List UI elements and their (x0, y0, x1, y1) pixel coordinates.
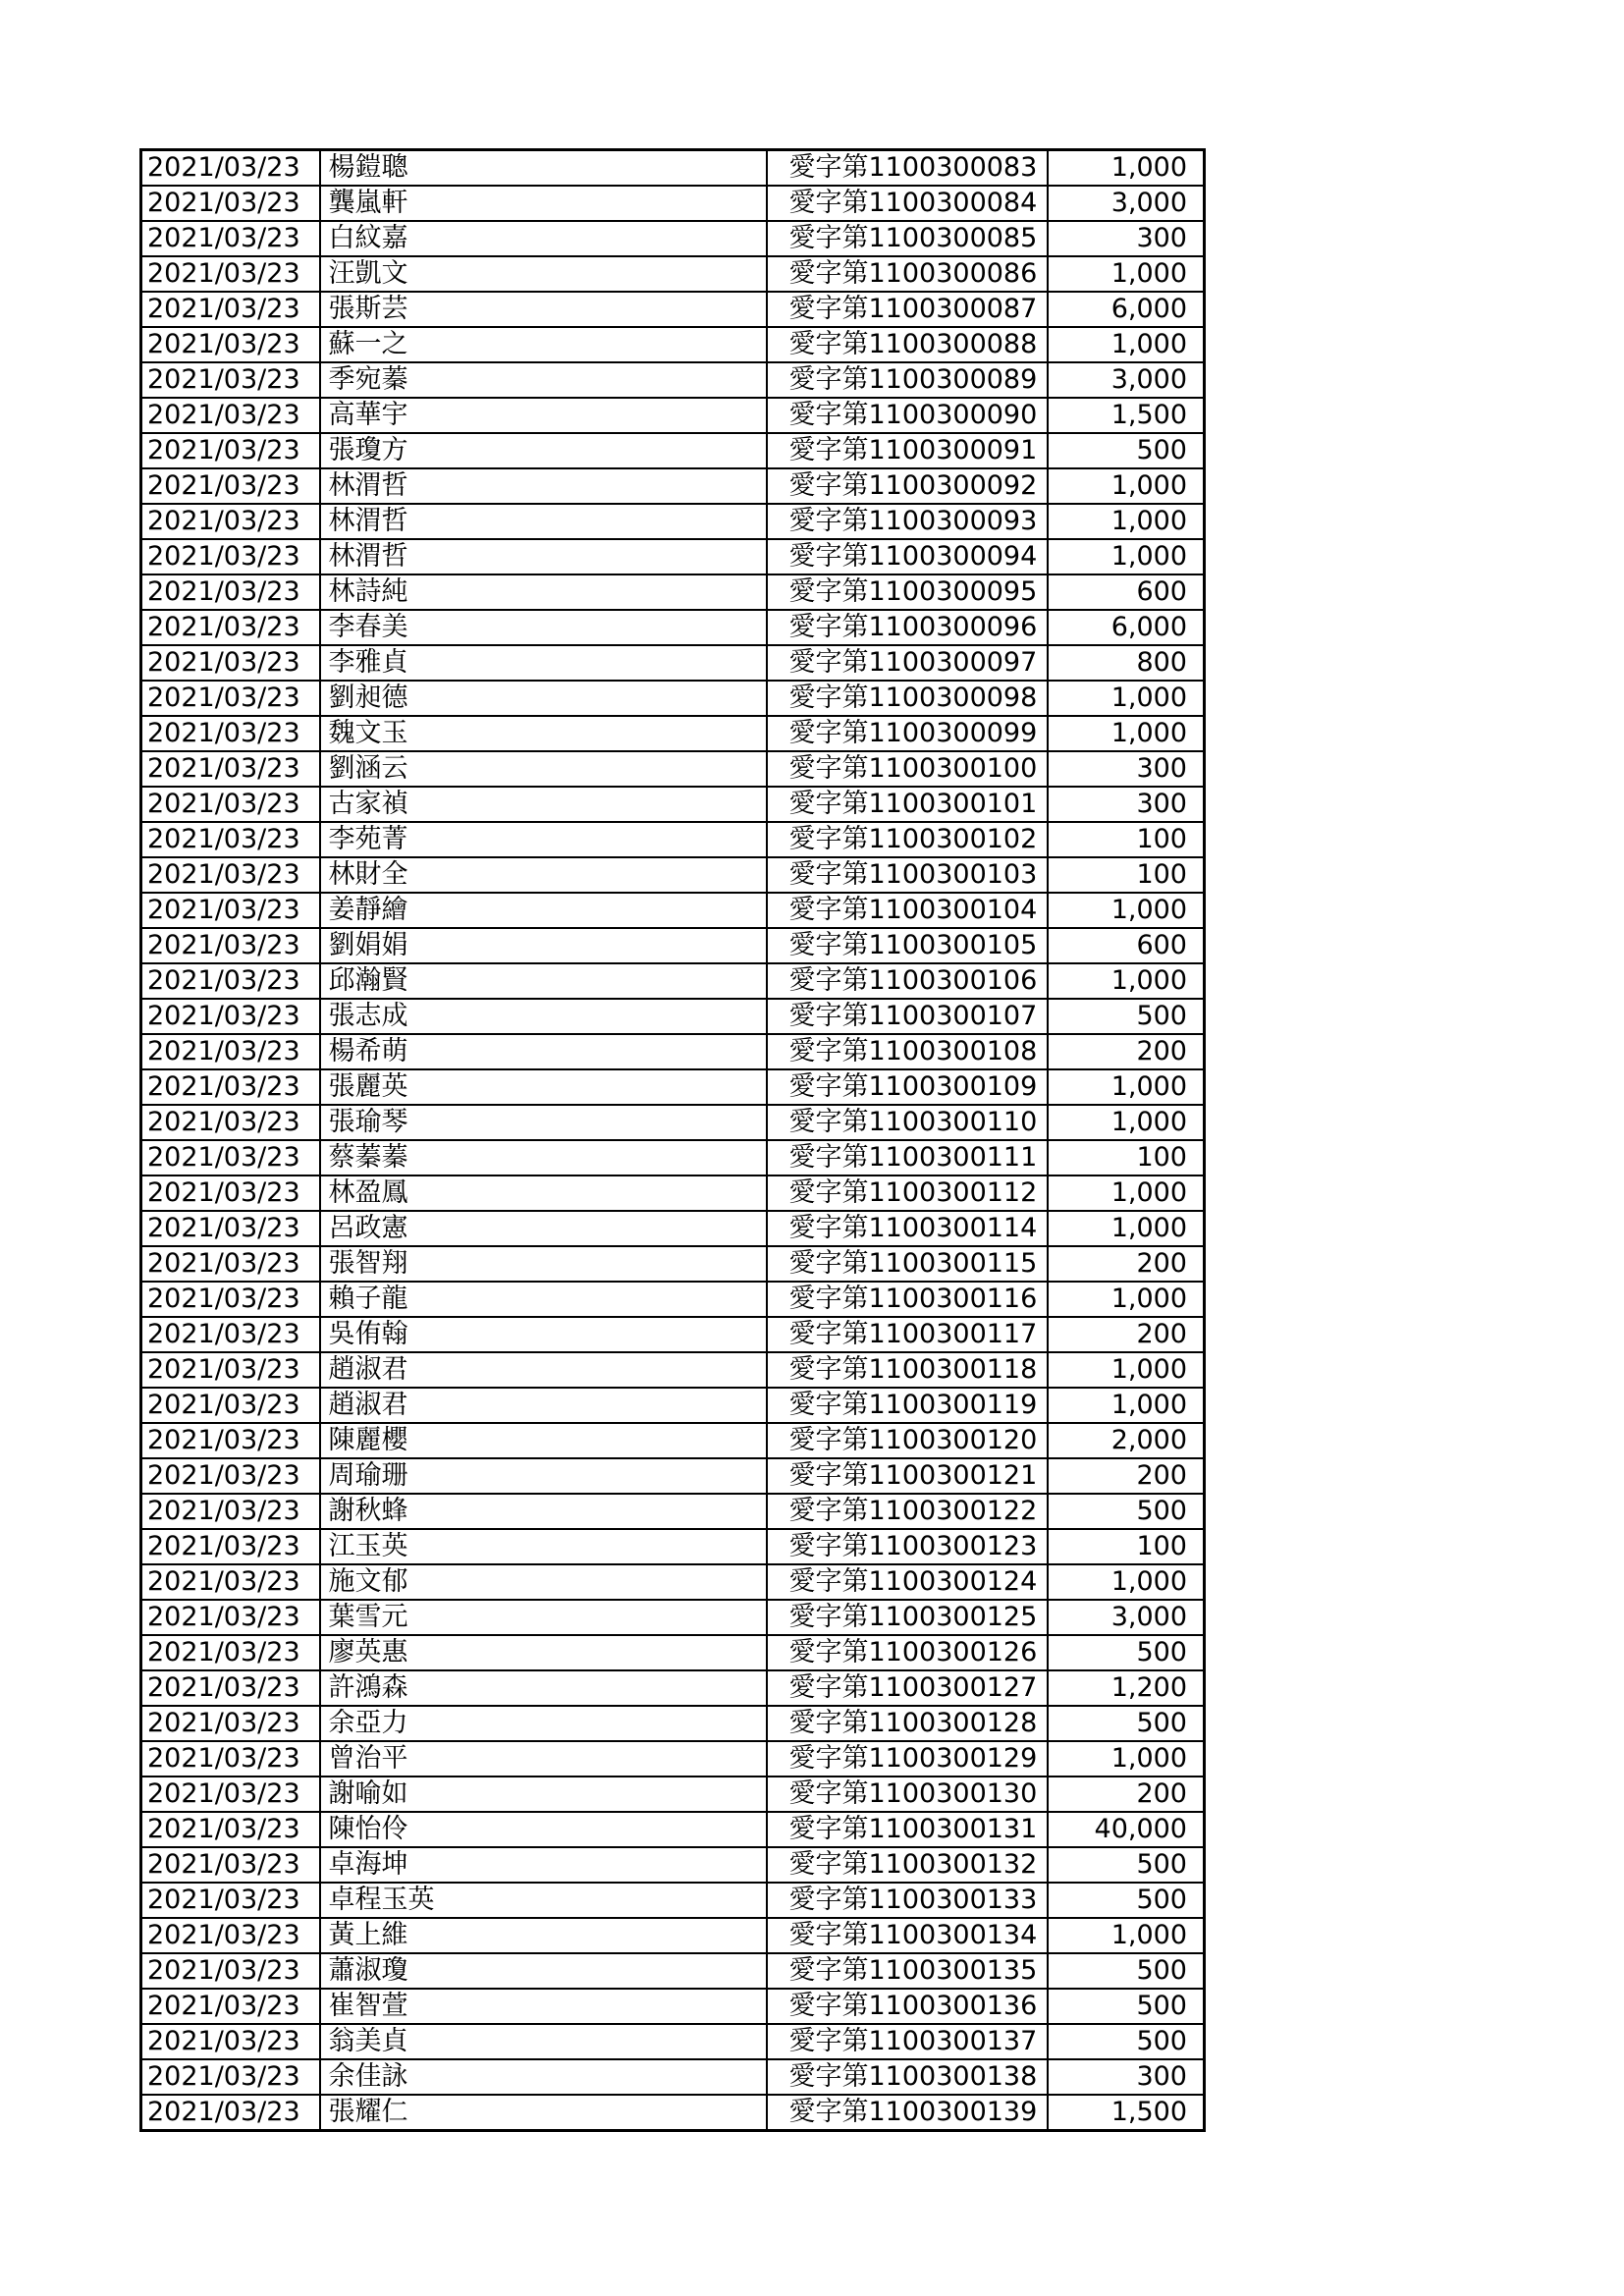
donor-name-cell: 趙淑君 (320, 1388, 767, 1423)
donor-name-cell: 謝喻如 (320, 1777, 767, 1812)
table-row (141, 221, 1205, 256)
receipt-number-cell: 愛字第1100300133 (767, 1883, 1048, 1918)
date-cell: 2021/03/23 (141, 362, 320, 398)
receipt-number-cell: 愛字第1100300128 (767, 1706, 1048, 1741)
date-cell: 2021/03/23 (141, 433, 320, 468)
donor-name-cell: 陳怡伶 (320, 1812, 767, 1847)
amount-cell: 1,000 (1048, 1282, 1205, 1317)
date-cell: 2021/03/23 (141, 221, 320, 256)
donor-name-cell: 張耀仁 (320, 2095, 767, 2131)
amount-cell: 1,000 (1048, 1918, 1205, 1953)
donor-name-cell: 曾治平 (320, 1741, 767, 1777)
date-cell: 2021/03/23 (141, 574, 320, 610)
donor-name-cell: 趙淑君 (320, 1352, 767, 1388)
receipt-number-cell: 愛字第1100300086 (767, 256, 1048, 292)
amount-cell: 500 (1048, 1989, 1205, 2024)
date-cell: 2021/03/23 (141, 751, 320, 787)
receipt-number-cell: 愛字第1100300123 (767, 1529, 1048, 1564)
donor-name-cell: 邱瀚賢 (320, 963, 767, 999)
amount-cell: 1,000 (1048, 1069, 1205, 1105)
donor-name-cell: 葉雪元 (320, 1600, 767, 1635)
receipt-number-cell: 愛字第1100300105 (767, 928, 1048, 963)
date-cell: 2021/03/23 (141, 928, 320, 963)
date-cell: 2021/03/23 (141, 1989, 320, 2024)
table-row (141, 787, 1205, 822)
receipt-number-cell: 愛字第1100300127 (767, 1670, 1048, 1706)
table-row (141, 1883, 1205, 1918)
date-cell: 2021/03/23 (141, 1564, 320, 1600)
receipt-number-cell: 愛字第1100300096 (767, 610, 1048, 645)
donor-name-cell: 白紋嘉 (320, 221, 767, 256)
table-row (141, 716, 1205, 751)
date-cell: 2021/03/23 (141, 1777, 320, 1812)
donor-name-cell: 林渭哲 (320, 504, 767, 539)
date-cell: 2021/03/23 (141, 610, 320, 645)
amount-cell: 500 (1048, 1706, 1205, 1741)
amount-cell: 1,000 (1048, 681, 1205, 716)
amount-cell: 800 (1048, 645, 1205, 681)
amount-cell: 1,000 (1048, 1105, 1205, 1140)
receipt-number-cell: 愛字第1100300136 (767, 1989, 1048, 2024)
receipt-number-cell: 愛字第1100300130 (767, 1777, 1048, 1812)
table-row (141, 186, 1205, 221)
amount-cell: 100 (1048, 822, 1205, 857)
donor-name-cell: 林渭哲 (320, 468, 767, 504)
table-row (141, 1069, 1205, 1105)
table-row (141, 1953, 1205, 1989)
amount-cell: 1,000 (1048, 893, 1205, 928)
donor-name-cell: 林詩純 (320, 574, 767, 610)
receipt-number-cell: 愛字第1100300106 (767, 963, 1048, 999)
receipt-number-cell: 愛字第1100300088 (767, 327, 1048, 362)
amount-cell: 500 (1048, 999, 1205, 1034)
table-row (141, 1706, 1205, 1741)
table-row (141, 256, 1205, 292)
ledger-body (141, 150, 1205, 2131)
amount-cell: 1,200 (1048, 1670, 1205, 1706)
table-row (141, 574, 1205, 610)
donor-name-cell: 李苑菁 (320, 822, 767, 857)
donor-name-cell: 余佳詠 (320, 2059, 767, 2095)
date-cell: 2021/03/23 (141, 292, 320, 327)
donor-name-cell: 廖英惠 (320, 1635, 767, 1670)
amount-cell: 3,000 (1048, 186, 1205, 221)
receipt-number-cell: 愛字第1100300090 (767, 398, 1048, 433)
receipt-number-cell: 愛字第1100300122 (767, 1494, 1048, 1529)
date-cell: 2021/03/23 (141, 1635, 320, 1670)
donor-name-cell: 崔智萱 (320, 1989, 767, 2024)
receipt-number-cell: 愛字第1100300135 (767, 1953, 1048, 1989)
amount-cell: 1,000 (1048, 1564, 1205, 1600)
date-cell: 2021/03/23 (141, 1423, 320, 1458)
donor-name-cell: 黃上維 (320, 1918, 767, 1953)
amount-cell: 300 (1048, 221, 1205, 256)
table-row (141, 999, 1205, 1034)
receipt-number-cell: 愛字第1100300093 (767, 504, 1048, 539)
receipt-number-cell: 愛字第1100300101 (767, 787, 1048, 822)
amount-cell: 300 (1048, 2059, 1205, 2095)
table-row (141, 2059, 1205, 2095)
amount-cell: 1,000 (1048, 327, 1205, 362)
donation-ledger-table (139, 148, 1206, 2132)
donor-name-cell: 翁美貞 (320, 2024, 767, 2059)
date-cell: 2021/03/23 (141, 681, 320, 716)
table-row (141, 292, 1205, 327)
donor-name-cell: 楊希萌 (320, 1034, 767, 1069)
receipt-number-cell: 愛字第1100300119 (767, 1388, 1048, 1423)
donor-name-cell: 蘇一之 (320, 327, 767, 362)
date-cell: 2021/03/23 (141, 468, 320, 504)
receipt-number-cell: 愛字第1100300137 (767, 2024, 1048, 2059)
receipt-number-cell: 愛字第1100300083 (767, 150, 1048, 187)
date-cell: 2021/03/23 (141, 1105, 320, 1140)
amount-cell: 600 (1048, 928, 1205, 963)
amount-cell: 6,000 (1048, 610, 1205, 645)
receipt-number-cell: 愛字第1100300111 (767, 1140, 1048, 1175)
date-cell: 2021/03/23 (141, 1741, 320, 1777)
date-cell: 2021/03/23 (141, 2059, 320, 2095)
table-row (141, 1741, 1205, 1777)
table-row (141, 1847, 1205, 1883)
date-cell: 2021/03/23 (141, 1317, 320, 1352)
amount-cell: 1,000 (1048, 1388, 1205, 1423)
date-cell: 2021/03/23 (141, 1494, 320, 1529)
receipt-number-cell: 愛字第1100300095 (767, 574, 1048, 610)
amount-cell: 1,500 (1048, 398, 1205, 433)
table-row (141, 2024, 1205, 2059)
table-row (141, 1600, 1205, 1635)
receipt-number-cell: 愛字第1100300091 (767, 433, 1048, 468)
table-row (141, 433, 1205, 468)
amount-cell: 100 (1048, 1529, 1205, 1564)
donor-name-cell: 劉昶德 (320, 681, 767, 716)
receipt-number-cell: 愛字第1100300132 (767, 1847, 1048, 1883)
receipt-number-cell: 愛字第1100300118 (767, 1352, 1048, 1388)
receipt-number-cell: 愛字第1100300129 (767, 1741, 1048, 1777)
table-row (141, 1918, 1205, 1953)
donor-name-cell: 江玉英 (320, 1529, 767, 1564)
donor-name-cell: 張斯芸 (320, 292, 767, 327)
table-row (141, 327, 1205, 362)
table-row (141, 398, 1205, 433)
donor-name-cell: 季宛蓁 (320, 362, 767, 398)
date-cell: 2021/03/23 (141, 1246, 320, 1282)
amount-cell: 1,000 (1048, 504, 1205, 539)
donor-name-cell: 張志成 (320, 999, 767, 1034)
table-row (141, 610, 1205, 645)
table-row (141, 857, 1205, 893)
receipt-number-cell: 愛字第1100300121 (767, 1458, 1048, 1494)
date-cell: 2021/03/23 (141, 893, 320, 928)
date-cell: 2021/03/23 (141, 857, 320, 893)
date-cell: 2021/03/23 (141, 256, 320, 292)
date-cell: 2021/03/23 (141, 2024, 320, 2059)
receipt-number-cell: 愛字第1100300108 (767, 1034, 1048, 1069)
date-cell: 2021/03/23 (141, 539, 320, 574)
amount-cell: 500 (1048, 2024, 1205, 2059)
date-cell: 2021/03/23 (141, 1529, 320, 1564)
amount-cell: 1,000 (1048, 256, 1205, 292)
date-cell: 2021/03/23 (141, 1388, 320, 1423)
table-row (141, 1282, 1205, 1317)
table-row (141, 362, 1205, 398)
receipt-number-cell: 愛字第1100300116 (767, 1282, 1048, 1317)
amount-cell: 200 (1048, 1777, 1205, 1812)
donor-name-cell: 陳麗櫻 (320, 1423, 767, 1458)
table-row (141, 893, 1205, 928)
date-cell: 2021/03/23 (141, 1034, 320, 1069)
table-row (141, 150, 1205, 187)
receipt-number-cell: 愛字第1100300126 (767, 1635, 1048, 1670)
receipt-number-cell: 愛字第1100300124 (767, 1564, 1048, 1600)
amount-cell: 100 (1048, 1140, 1205, 1175)
table-row (141, 1105, 1205, 1140)
table-row (141, 1423, 1205, 1458)
date-cell: 2021/03/23 (141, 1670, 320, 1706)
donor-name-cell: 張瑜琴 (320, 1105, 767, 1140)
donor-name-cell: 汪凱文 (320, 256, 767, 292)
receipt-number-cell: 愛字第1100300098 (767, 681, 1048, 716)
date-cell: 2021/03/23 (141, 1918, 320, 1953)
table-row (141, 1564, 1205, 1600)
amount-cell: 500 (1048, 1883, 1205, 1918)
table-row (141, 1140, 1205, 1175)
amount-cell: 1,000 (1048, 1741, 1205, 1777)
receipt-number-cell: 愛字第1100300110 (767, 1105, 1048, 1140)
receipt-number-cell: 愛字第1100300107 (767, 999, 1048, 1034)
receipt-number-cell: 愛字第1100300087 (767, 292, 1048, 327)
date-cell: 2021/03/23 (141, 963, 320, 999)
date-cell: 2021/03/23 (141, 999, 320, 1034)
amount-cell: 1,000 (1048, 1175, 1205, 1211)
receipt-number-cell: 愛字第1100300131 (767, 1812, 1048, 1847)
donor-name-cell: 卓海坤 (320, 1847, 767, 1883)
receipt-number-cell: 愛字第1100300139 (767, 2095, 1048, 2131)
amount-cell: 500 (1048, 1494, 1205, 1529)
amount-cell: 2,000 (1048, 1423, 1205, 1458)
table-row (141, 504, 1205, 539)
date-cell: 2021/03/23 (141, 1953, 320, 1989)
table-row (141, 1175, 1205, 1211)
table-row (141, 963, 1205, 999)
donor-name-cell: 李雅貞 (320, 645, 767, 681)
table-row (141, 1458, 1205, 1494)
donor-name-cell: 張智翔 (320, 1246, 767, 1282)
receipt-number-cell: 愛字第1100300109 (767, 1069, 1048, 1105)
date-cell: 2021/03/23 (141, 716, 320, 751)
table-row (141, 751, 1205, 787)
amount-cell: 1,000 (1048, 963, 1205, 999)
date-cell: 2021/03/23 (141, 327, 320, 362)
table-row (141, 1635, 1205, 1670)
receipt-number-cell: 愛字第1100300103 (767, 857, 1048, 893)
amount-cell: 1,000 (1048, 716, 1205, 751)
table-row (141, 928, 1205, 963)
donor-name-cell: 林盈鳳 (320, 1175, 767, 1211)
donor-name-cell: 卓程玉英 (320, 1883, 767, 1918)
donor-name-cell: 呂政憲 (320, 1211, 767, 1246)
date-cell: 2021/03/23 (141, 1706, 320, 1741)
receipt-number-cell: 愛字第1100300112 (767, 1175, 1048, 1211)
date-cell: 2021/03/23 (141, 1140, 320, 1175)
date-cell: 2021/03/23 (141, 398, 320, 433)
donor-name-cell: 姜靜繪 (320, 893, 767, 928)
receipt-number-cell: 愛字第1100300114 (767, 1211, 1048, 1246)
amount-cell: 1,000 (1048, 1211, 1205, 1246)
table-row (141, 645, 1205, 681)
donor-name-cell: 蔡蓁蓁 (320, 1140, 767, 1175)
donor-name-cell: 劉涵云 (320, 751, 767, 787)
amount-cell: 1,000 (1048, 150, 1205, 187)
receipt-number-cell: 愛字第1100300084 (767, 186, 1048, 221)
amount-cell: 600 (1048, 574, 1205, 610)
donor-name-cell: 余亞力 (320, 1706, 767, 1741)
date-cell: 2021/03/23 (141, 2095, 320, 2131)
amount-cell: 500 (1048, 1635, 1205, 1670)
table-row (141, 1670, 1205, 1706)
amount-cell: 300 (1048, 787, 1205, 822)
amount-cell: 6,000 (1048, 292, 1205, 327)
date-cell: 2021/03/23 (141, 1352, 320, 1388)
receipt-number-cell: 愛字第1100300099 (767, 716, 1048, 751)
amount-cell: 200 (1048, 1317, 1205, 1352)
amount-cell: 300 (1048, 751, 1205, 787)
donor-name-cell: 楊鎧聰 (320, 150, 767, 187)
donor-name-cell: 吳侑翰 (320, 1317, 767, 1352)
amount-cell: 500 (1048, 1847, 1205, 1883)
amount-cell: 40,000 (1048, 1812, 1205, 1847)
date-cell: 2021/03/23 (141, 150, 320, 187)
amount-cell: 200 (1048, 1246, 1205, 1282)
date-cell: 2021/03/23 (141, 1812, 320, 1847)
amount-cell: 3,000 (1048, 1600, 1205, 1635)
donor-name-cell: 高華宇 (320, 398, 767, 433)
amount-cell: 3,000 (1048, 362, 1205, 398)
donor-name-cell: 林渭哲 (320, 539, 767, 574)
table-row (141, 1388, 1205, 1423)
receipt-number-cell: 愛字第1100300089 (767, 362, 1048, 398)
date-cell: 2021/03/23 (141, 822, 320, 857)
table-row (141, 681, 1205, 716)
donor-name-cell: 周瑜珊 (320, 1458, 767, 1494)
receipt-number-cell: 愛字第1100300104 (767, 893, 1048, 928)
date-cell: 2021/03/23 (141, 1600, 320, 1635)
amount-cell: 500 (1048, 433, 1205, 468)
receipt-number-cell: 愛字第1100300120 (767, 1423, 1048, 1458)
donor-name-cell: 張麗英 (320, 1069, 767, 1105)
receipt-number-cell: 愛字第1100300115 (767, 1246, 1048, 1282)
receipt-number-cell: 愛字第1100300125 (767, 1600, 1048, 1635)
amount-cell: 1,000 (1048, 539, 1205, 574)
donor-name-cell: 謝秋蜂 (320, 1494, 767, 1529)
date-cell: 2021/03/23 (141, 1282, 320, 1317)
table-row (141, 1352, 1205, 1388)
amount-cell: 1,000 (1048, 1352, 1205, 1388)
table-row (141, 1529, 1205, 1564)
table-row (141, 1812, 1205, 1847)
amount-cell: 1,000 (1048, 468, 1205, 504)
date-cell: 2021/03/23 (141, 1175, 320, 1211)
table-row (141, 468, 1205, 504)
donor-name-cell: 林財全 (320, 857, 767, 893)
receipt-number-cell: 愛字第1100300097 (767, 645, 1048, 681)
date-cell: 2021/03/23 (141, 1847, 320, 1883)
table-row (141, 1989, 1205, 2024)
donor-name-cell: 許鴻森 (320, 1670, 767, 1706)
donor-name-cell: 施文郁 (320, 1564, 767, 1600)
receipt-number-cell: 愛字第1100300102 (767, 822, 1048, 857)
date-cell: 2021/03/23 (141, 504, 320, 539)
amount-cell: 200 (1048, 1458, 1205, 1494)
table-row (141, 1494, 1205, 1529)
table-row (141, 822, 1205, 857)
donor-name-cell: 蕭淑瓊 (320, 1953, 767, 1989)
date-cell: 2021/03/23 (141, 787, 320, 822)
donor-name-cell: 古家禎 (320, 787, 767, 822)
donor-name-cell: 張瓊方 (320, 433, 767, 468)
date-cell: 2021/03/23 (141, 1883, 320, 1918)
amount-cell: 200 (1048, 1034, 1205, 1069)
receipt-number-cell: 愛字第1100300117 (767, 1317, 1048, 1352)
receipt-number-cell: 愛字第1100300085 (767, 221, 1048, 256)
amount-cell: 1,500 (1048, 2095, 1205, 2131)
donor-name-cell: 李春美 (320, 610, 767, 645)
receipt-number-cell: 愛字第1100300094 (767, 539, 1048, 574)
date-cell: 2021/03/23 (141, 645, 320, 681)
table-row (141, 539, 1205, 574)
receipt-number-cell: 愛字第1100300092 (767, 468, 1048, 504)
date-cell: 2021/03/23 (141, 186, 320, 221)
donor-name-cell: 魏文玉 (320, 716, 767, 751)
donor-name-cell: 賴子龍 (320, 1282, 767, 1317)
receipt-number-cell: 愛字第1100300134 (767, 1918, 1048, 1953)
donor-name-cell: 龔嵐軒 (320, 186, 767, 221)
receipt-number-cell: 愛字第1100300100 (767, 751, 1048, 787)
table-row (141, 1211, 1205, 1246)
date-cell: 2021/03/23 (141, 1211, 320, 1246)
table-row (141, 2095, 1205, 2131)
receipt-number-cell: 愛字第1100300138 (767, 2059, 1048, 2095)
table-row (141, 1246, 1205, 1282)
table-row (141, 1034, 1205, 1069)
table-row (141, 1317, 1205, 1352)
amount-cell: 100 (1048, 857, 1205, 893)
table-row (141, 1777, 1205, 1812)
date-cell: 2021/03/23 (141, 1458, 320, 1494)
donor-name-cell: 劉娟娟 (320, 928, 767, 963)
date-cell: 2021/03/23 (141, 1069, 320, 1105)
amount-cell: 500 (1048, 1953, 1205, 1989)
